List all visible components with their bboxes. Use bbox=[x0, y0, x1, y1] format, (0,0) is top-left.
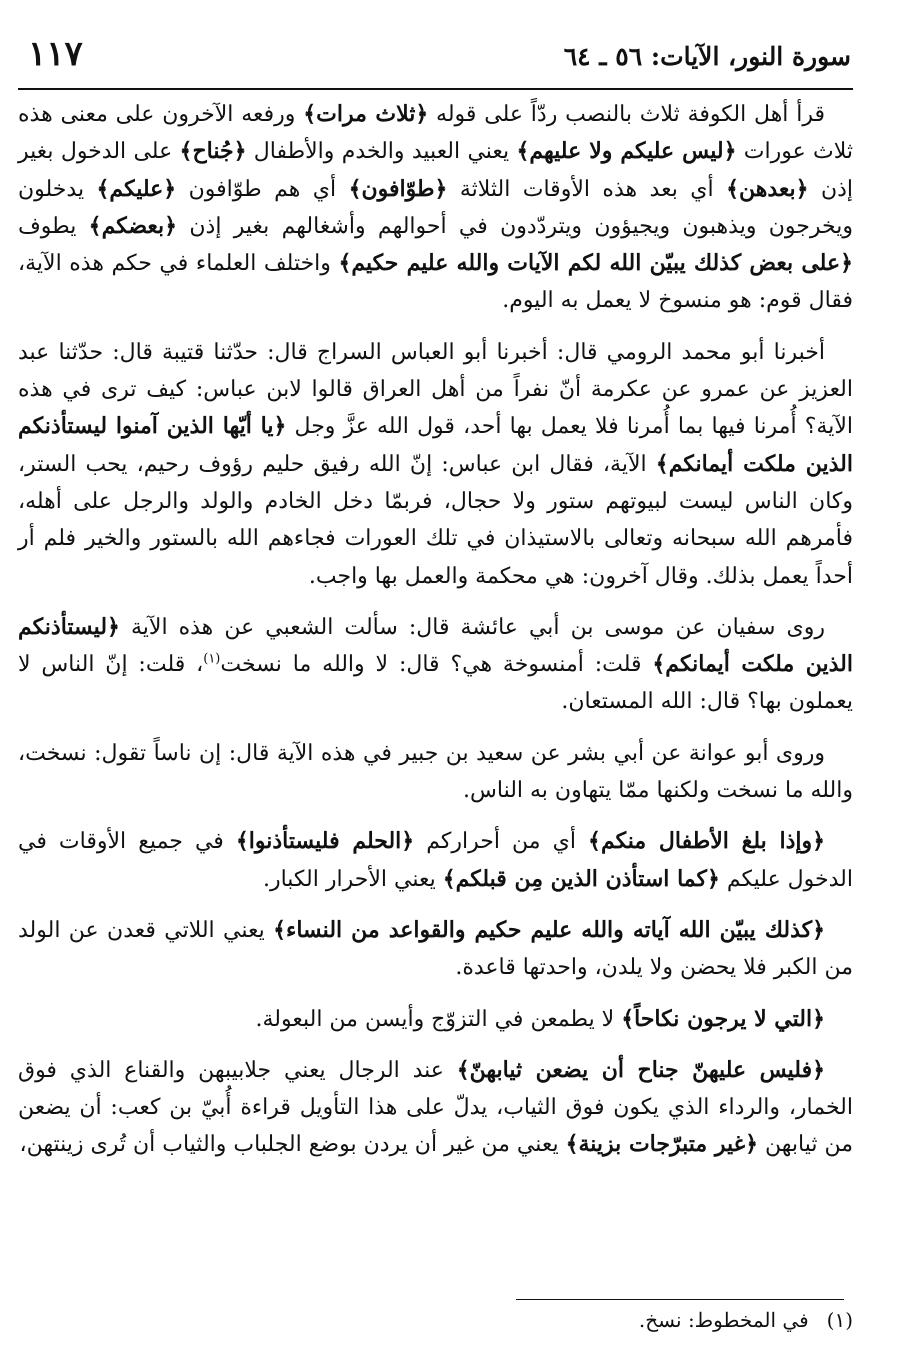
paragraph bbox=[18, 1001, 853, 1038]
quran-quote: ﴿بعدهن﴾ bbox=[726, 175, 809, 202]
paragraph bbox=[18, 912, 853, 987]
paragraph bbox=[18, 735, 853, 810]
quran-quote: ﴿عليكم﴾ bbox=[96, 175, 177, 202]
quran-quote: ﴿التي لا يرجون نكاحاً﴾ bbox=[621, 1005, 825, 1032]
footnote-number: (١) bbox=[826, 1308, 853, 1332]
page-body bbox=[18, 96, 853, 1178]
paragraph-text: على الدخول بغير إذن bbox=[18, 139, 854, 202]
page-header bbox=[18, 28, 853, 90]
paragraph-text: أي من أحراركم bbox=[414, 829, 589, 855]
paragraph-text: روى سفيان عن موسى بن أبي عائشة قال: سألت الشعبي عن هذه الآية bbox=[119, 614, 825, 640]
quran-quote: ﴿ثلاث مرات﴾ bbox=[303, 101, 429, 127]
quran-quote: ﴿على بعض كذلك يبيّن الله لكم الآيات والله عليم حكيم﴾ bbox=[338, 250, 853, 277]
quran-quote: ﴿كما استأذن الذين مِن قبلكم﴾ bbox=[442, 865, 720, 892]
paragraph-text: قرأ أهل الكوفة ثلاث بالنصب ردّاً على قوله bbox=[428, 102, 825, 127]
paragraph bbox=[18, 1052, 853, 1164]
paragraph-text: في جميع الأوقات في الدخول عليكم bbox=[18, 829, 853, 892]
paragraph-text: يعني الأحرار الكبار. bbox=[262, 866, 443, 892]
quran-quote: ﴿ليستأذنكم الذين ملكت أيمانكم﴾ bbox=[18, 613, 853, 678]
paragraph-text: قلت: أمنسوخة هي؟ قال: لا والله ما نسخت bbox=[220, 652, 653, 678]
footnote-separator bbox=[516, 1299, 844, 1300]
paragraph-text: ، قلت: إنّ الناس لا يعملون بها؟ قال: الله المستعان. bbox=[18, 652, 853, 715]
paragraph-text: يعني العبيد والخدم والأطفال bbox=[246, 139, 517, 165]
quran-quote: ﴿طوّافون﴾ bbox=[348, 175, 448, 202]
quran-quote: ﴿يا أيّها الذين آمنوا ليستأذنكم الذين ملكت أيمانكم﴾ bbox=[18, 413, 853, 477]
quran-quote: ﴿الحلم فليستأذنوا﴾ bbox=[235, 828, 415, 855]
footnote-ref: (١) bbox=[203, 651, 221, 667]
footnote bbox=[18, 1308, 853, 1332]
paragraph-text: لا يطمعن في التزوّج وأيسن من البعولة. bbox=[255, 1006, 622, 1032]
paragraph bbox=[18, 609, 853, 721]
paragraph bbox=[18, 823, 853, 898]
paragraph-text: عند الرجال يعني جلابيبهن والقناع الذي فوق الخمار، والرداء الذي يكون فوق الثياب، يدلّ على هذا التأويل قراءة أُبيّ بن كعب: أن يضعن من ثيابهن bbox=[18, 1057, 853, 1158]
paragraph-text: ورفعه الآخرون على معنى هذه ثلاث عورات bbox=[18, 102, 854, 165]
quran-quote: ﴿بعضكم﴾ bbox=[88, 212, 178, 239]
paragraph-text: يعني اللاتي قعدن عن الولد من الكبر فلا يحضن ولا يلدن، واحدتها قاعدة. bbox=[18, 917, 853, 981]
quran-quote: ﴿جُناح﴾ bbox=[179, 138, 247, 165]
quran-quote: ﴿كذلك يبيّن الله آياته والله عليم حكيم والقواعد من النساء﴾ bbox=[273, 916, 825, 943]
paragraph-text: واختلف العلماء في حكم هذه الآية، فقال قوم: هو منسوخ لا يعمل به اليوم. bbox=[18, 251, 853, 314]
paragraph-text: الآية، فقال ابن عباس: إنّ الله رفيق حليم رؤوف رحيم، يحب الستر، وكان الناس ليست لبيوتهم ستور ولا حجال، فربمّا دخل الخادم والولد والرجل على أهله، فأمرهم الله سبحانه وتعالى بالاستيذان في تلك العورات فجاءهم الله بالستور والخير فلم أر أحداً يعمل بذلك. وقال آخرون: هي محكمة والعمل بها واجب. bbox=[18, 451, 853, 589]
quran-quote: ﴿ليس عليكم ولا عليهم﴾ bbox=[516, 138, 737, 165]
paragraph-text: يطوف bbox=[18, 213, 89, 239]
paragraph-text: أي بعد هذه الأوقات الثلاثة bbox=[447, 176, 727, 202]
paragraph-text: أي هم طوّافون bbox=[176, 176, 349, 202]
running-head: سورة النور، الآيات: ٥٦ ـ ٦٤ bbox=[563, 42, 851, 71]
quran-quote: ﴿غير متبرّجات بزينة﴾ bbox=[565, 1131, 758, 1158]
quran-quote: ﴿وإذا بلغ الأطفال منكم﴾ bbox=[588, 828, 826, 855]
paragraph-text: يعني من غير أن يردن بوضع الجلباب والثياب أن تُرى زينتهن، bbox=[19, 1132, 566, 1158]
paragraph bbox=[18, 96, 853, 320]
quran-quote: ﴿فليس عليهنّ جناح أن يضعن ثيابهنّ﴾ bbox=[456, 1056, 825, 1083]
paragraph bbox=[18, 334, 853, 595]
page-number: ١١٧ bbox=[28, 34, 83, 74]
paragraph-text: يدخلون ويخرجون ويذهبون ويجيؤون ويتردّدون في أحوالهم وأشغالهم بغير إذن bbox=[18, 176, 853, 239]
footnote-text: في المخطوط: نسخ. bbox=[638, 1308, 809, 1332]
paragraph-text: أخبرنا أبو محمد الرومي قال: أخبرنا أبو العباس السراج قال: حدّثنا قتيبة قال: حدّثنا عبد العزيز عن عمرو عن عكرمة أنّ نفراً من أهل العراق قالوا لابن عباس: كيف ترى في هذه الآية؟ أُمرنا فيها بما أُمرنا فلا يعمل بها أحد، قول الله عزَّ وجل bbox=[18, 339, 853, 440]
paragraph-text: وروى أبو عوانة عن أبي بشر عن سعيد بن جبير في هذه الآية قال: إن ناساً تقول: نسخت، والله ما نسخت ولكنها ممّا يتهاون به الناس. bbox=[18, 740, 853, 804]
